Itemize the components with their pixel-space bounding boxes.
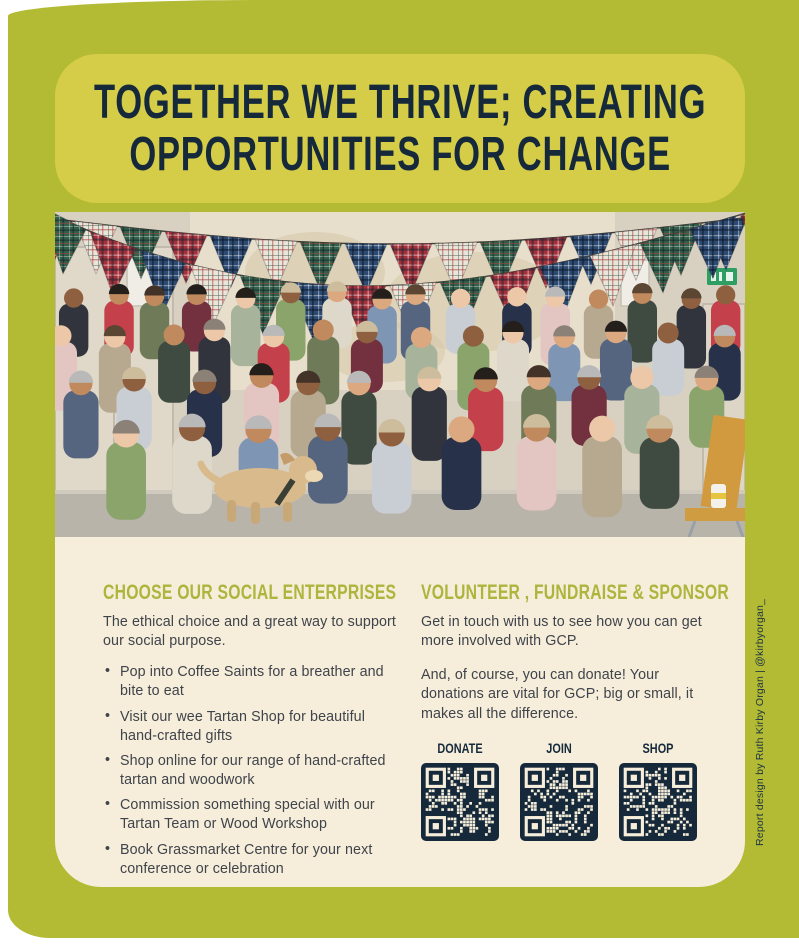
donate-qr-code <box>421 763 499 841</box>
social-enterprises-section <box>103 581 405 885</box>
title-banner <box>55 54 745 203</box>
group-photo <box>55 212 745 537</box>
qr-label-join: JOIN <box>546 739 572 756</box>
page-title-line2: OPPORTUNITIES FOR CHANGE <box>129 127 671 181</box>
designer-credit: Report design by Ruth Kirby Organ | @kirbyorgan_ <box>754 598 766 846</box>
qr-label-donate: DONATE <box>437 739 483 756</box>
list-item: • Shop online for our range of hand-crafted tartan and woodwork <box>103 752 405 790</box>
qr-label-shop: SHOP <box>642 739 674 756</box>
volunteer-section <box>421 581 730 841</box>
qr-card-shop <box>619 740 697 841</box>
qr-card-join <box>520 740 598 841</box>
group-photo-illustration <box>55 212 745 537</box>
join-qr-code <box>520 763 598 841</box>
social-enterprises-heading: CHOOSE OUR SOCIAL ENTERPRISES <box>103 581 397 604</box>
qr-code-row <box>421 740 719 841</box>
list-item: • Book Grassmarket Centre for your next conference or celebration <box>103 841 405 879</box>
page-title <box>94 77 706 180</box>
social-enterprises-intro: The ethical choice and a great way to support our social purpose. <box>103 614 396 650</box>
list-item: • Commission something special with our Tartan Team or Wood Workshop <box>103 796 405 834</box>
list-item: • Pop into Coffee Saints for a breather and bite to eat <box>103 663 405 701</box>
volunteer-para2: And, of course, you can donate! Your donations are vital for GCP; big or small, it makes all the difference. <box>421 667 694 722</box>
social-enterprises-bullet-list <box>103 663 405 879</box>
volunteer-para1: Get in touch with us to see how you can get more involved with GCP. <box>421 614 702 650</box>
content-panel <box>55 537 745 887</box>
volunteer-heading: VOLUNTEER , FUNDRAISE & SPONSOR <box>421 581 730 604</box>
shop-qr-code <box>619 763 697 841</box>
qr-card-donate <box>421 740 499 841</box>
page-title-line1: TOGETHER WE THRIVE; CREATING <box>93 76 707 130</box>
list-item: • Visit our wee Tartan Shop for beautiful hand-crafted gifts <box>103 708 405 746</box>
